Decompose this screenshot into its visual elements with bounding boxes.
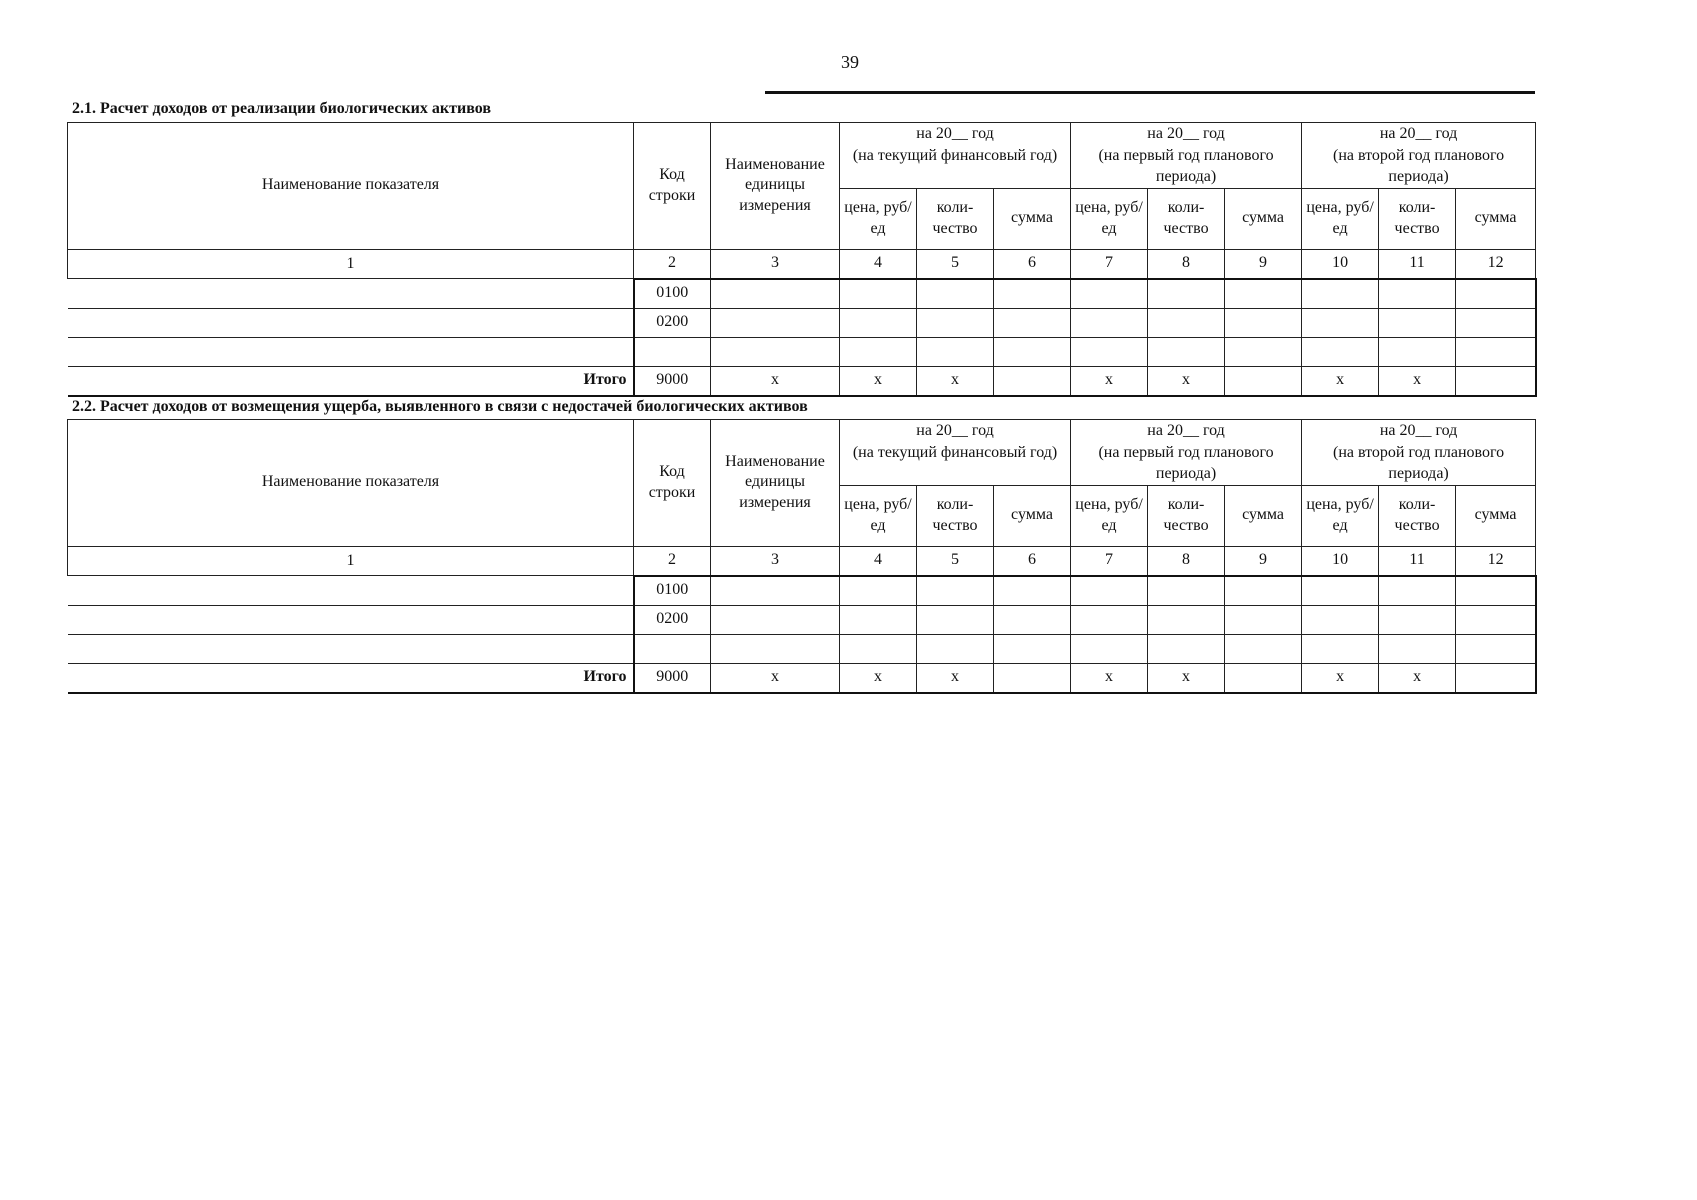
column-number-row: [68, 249, 1536, 279]
value-cell: [1225, 337, 1302, 366]
value-cell: x: [1302, 663, 1379, 693]
column-number: 9: [1225, 546, 1302, 576]
value-cell: [840, 634, 917, 663]
value-cell: [1225, 605, 1302, 634]
period-year: на 20__ год: [916, 125, 994, 142]
value-cell: x: [1071, 663, 1148, 693]
value-cell: [1302, 634, 1379, 663]
value-cell: [1148, 634, 1225, 663]
header-quantity: коли-чество: [917, 188, 994, 249]
value-cell: [1456, 634, 1536, 663]
column-number: 12: [1456, 249, 1536, 279]
column-number: 3: [711, 546, 840, 576]
income-table-damage: [67, 419, 1537, 694]
top-rule: [765, 91, 1535, 94]
row-code-cell: 0100: [634, 279, 711, 309]
header-sum: сумма: [1456, 485, 1536, 546]
value-cell: [1302, 308, 1379, 337]
period-year: на 20__ год: [1379, 422, 1458, 439]
column-number: 4: [840, 249, 917, 279]
header-period-first-planned: [1071, 420, 1302, 486]
period-year: на 20__ год: [1379, 125, 1458, 142]
row-code-cell: 0100: [634, 576, 711, 606]
value-cell: [1302, 337, 1379, 366]
column-number: 11: [1379, 546, 1456, 576]
header-quantity: коли-чество: [1148, 485, 1225, 546]
row-code-cell: [634, 634, 711, 663]
value-cell: [711, 308, 840, 337]
value-cell: [1456, 279, 1536, 309]
page-number: 39: [841, 52, 859, 72]
period-description: (на первый год планового периода): [1098, 443, 1274, 483]
header-sum: сумма: [994, 485, 1071, 546]
value-cell: [711, 576, 840, 606]
row-code-cell: [634, 337, 711, 366]
value-cell: [711, 634, 840, 663]
table-body: [68, 279, 1536, 396]
header-period-current: [840, 123, 1071, 189]
value-cell: [994, 634, 1071, 663]
total-row: [68, 366, 1536, 396]
total-label: Итого: [68, 663, 634, 693]
value-cell: [917, 279, 994, 309]
value-cell: [1071, 605, 1148, 634]
value-cell: [994, 663, 1071, 693]
value-cell: [1225, 308, 1302, 337]
value-cell: [994, 576, 1071, 606]
value-cell: [711, 337, 840, 366]
period-description: (на второй год планового периода): [1333, 146, 1505, 186]
header-row-code: Код строки: [634, 123, 711, 250]
table-row: [68, 308, 1536, 337]
value-cell: [1225, 366, 1302, 396]
column-number: 7: [1071, 546, 1148, 576]
value-cell: [1379, 279, 1456, 309]
column-number: 6: [994, 249, 1071, 279]
header-price: цена, руб/ед: [1071, 188, 1148, 249]
indicator-name-cell: [68, 337, 634, 366]
income-table-sales: [67, 122, 1537, 397]
value-cell: [1225, 663, 1302, 693]
header-price: цена, руб/ед: [1071, 485, 1148, 546]
value-cell: [1456, 576, 1536, 606]
header-quantity: коли-чество: [1379, 485, 1456, 546]
column-number: 10: [1302, 546, 1379, 576]
header-sum: сумма: [1456, 188, 1536, 249]
row-code-cell: 9000: [634, 366, 711, 396]
header-sum: сумма: [994, 188, 1071, 249]
value-cell: [1071, 337, 1148, 366]
value-cell: x: [1148, 366, 1225, 396]
value-cell: [711, 605, 840, 634]
header-sum: сумма: [1225, 485, 1302, 546]
header-period-second-planned: [1302, 420, 1536, 486]
value-cell: [994, 337, 1071, 366]
value-cell: [917, 605, 994, 634]
header-quantity: коли-чество: [1148, 188, 1225, 249]
column-number: 7: [1071, 249, 1148, 279]
value-cell: [1379, 308, 1456, 337]
value-cell: x: [840, 366, 917, 396]
value-cell: [840, 308, 917, 337]
value-cell: [840, 279, 917, 309]
column-number: 9: [1225, 249, 1302, 279]
column-number: 1: [68, 546, 634, 576]
column-number-row: [68, 546, 1536, 576]
value-cell: x: [840, 663, 917, 693]
indicator-name-cell: [68, 279, 634, 309]
column-number: 3: [711, 249, 840, 279]
value-cell: [1379, 634, 1456, 663]
row-code-cell: 0200: [634, 308, 711, 337]
value-cell: [1225, 634, 1302, 663]
value-cell: [1225, 279, 1302, 309]
period-year: на 20__ год: [916, 422, 994, 439]
value-cell: [917, 634, 994, 663]
header-row-code: Код строки: [634, 420, 711, 547]
header-price: цена, руб/ед: [840, 485, 917, 546]
column-number: 5: [917, 546, 994, 576]
row-code-cell: 0200: [634, 605, 711, 634]
table-row: [68, 634, 1536, 663]
value-cell: x: [1379, 366, 1456, 396]
header-unit-name: Наименование единицы измерения: [711, 420, 840, 547]
period-description: (на первый год планового периода): [1098, 146, 1274, 186]
header-quantity: коли-чество: [1379, 188, 1456, 249]
value-cell: [1379, 337, 1456, 366]
column-number: 1: [68, 249, 634, 279]
header-period-second-planned: [1302, 123, 1536, 189]
header-price: цена, руб/ед: [840, 188, 917, 249]
value-cell: x: [711, 663, 840, 693]
value-cell: [1071, 576, 1148, 606]
value-cell: x: [917, 366, 994, 396]
indicator-name-cell: [68, 634, 634, 663]
section-title: 2.2. Расчет доходов от возмещения ущерба, выявленного в связи с недостачей биологических активов: [72, 398, 808, 415]
value-cell: [1302, 279, 1379, 309]
header-indicator-name: Наименование показателя: [68, 123, 634, 250]
table-row: [68, 605, 1536, 634]
column-number: 8: [1148, 546, 1225, 576]
column-number: 6: [994, 546, 1071, 576]
table-row: [68, 576, 1536, 606]
column-number: 4: [840, 546, 917, 576]
value-cell: [840, 576, 917, 606]
period-year: на 20__ год: [1147, 125, 1225, 142]
header-unit-name: Наименование единицы измерения: [711, 123, 840, 250]
total-row: [68, 663, 1536, 693]
header-price: цена, руб/ед: [1302, 188, 1379, 249]
value-cell: x: [1148, 663, 1225, 693]
value-cell: [994, 605, 1071, 634]
value-cell: [1456, 663, 1536, 693]
row-code-cell: 9000: [634, 663, 711, 693]
column-number: 8: [1148, 249, 1225, 279]
value-cell: [1379, 605, 1456, 634]
value-cell: [1302, 576, 1379, 606]
value-cell: [917, 576, 994, 606]
value-cell: x: [917, 663, 994, 693]
period-description: (на текущий финансовый год): [852, 146, 1058, 164]
value-cell: [1148, 308, 1225, 337]
value-cell: [1071, 634, 1148, 663]
header-sum: сумма: [1225, 188, 1302, 249]
value-cell: [1148, 279, 1225, 309]
value-cell: x: [1071, 366, 1148, 396]
section-title: 2.1. Расчет доходов от реализации биологических активов: [72, 100, 491, 117]
value-cell: [1456, 308, 1536, 337]
header-price: цена, руб/ед: [1302, 485, 1379, 546]
value-cell: [840, 337, 917, 366]
value-cell: [917, 337, 994, 366]
value-cell: [1148, 337, 1225, 366]
value-cell: [1148, 605, 1225, 634]
value-cell: [917, 308, 994, 337]
indicator-name-cell: [68, 605, 634, 634]
column-number: 2: [634, 546, 711, 576]
column-number: 12: [1456, 546, 1536, 576]
column-number: 5: [917, 249, 994, 279]
value-cell: [1379, 576, 1456, 606]
period-description: (на второй год планового периода): [1333, 443, 1505, 483]
period-year: на 20__ год: [1147, 422, 1225, 439]
value-cell: [711, 279, 840, 309]
total-label: Итого: [68, 366, 634, 396]
value-cell: [994, 366, 1071, 396]
header-indicator-name: Наименование показателя: [68, 420, 634, 547]
table-row: [68, 337, 1536, 366]
value-cell: [1302, 605, 1379, 634]
value-cell: [1456, 366, 1536, 396]
value-cell: [1071, 279, 1148, 309]
value-cell: [1148, 576, 1225, 606]
header-quantity: коли-чество: [917, 485, 994, 546]
value-cell: x: [1379, 663, 1456, 693]
header-period-first-planned: [1071, 123, 1302, 189]
table-body: [68, 576, 1536, 693]
value-cell: [1456, 337, 1536, 366]
table-row: [68, 279, 1536, 309]
column-number: 2: [634, 249, 711, 279]
column-number: 11: [1379, 249, 1456, 279]
column-number: 10: [1302, 249, 1379, 279]
header-period-current: [840, 420, 1071, 486]
indicator-name-cell: [68, 308, 634, 337]
value-cell: [840, 605, 917, 634]
indicator-name-cell: [68, 576, 634, 606]
value-cell: [994, 279, 1071, 309]
value-cell: x: [711, 366, 840, 396]
period-description: (на текущий финансовый год): [852, 443, 1058, 461]
value-cell: [1456, 605, 1536, 634]
value-cell: x: [1302, 366, 1379, 396]
value-cell: [1225, 576, 1302, 606]
value-cell: [994, 308, 1071, 337]
value-cell: [1071, 308, 1148, 337]
